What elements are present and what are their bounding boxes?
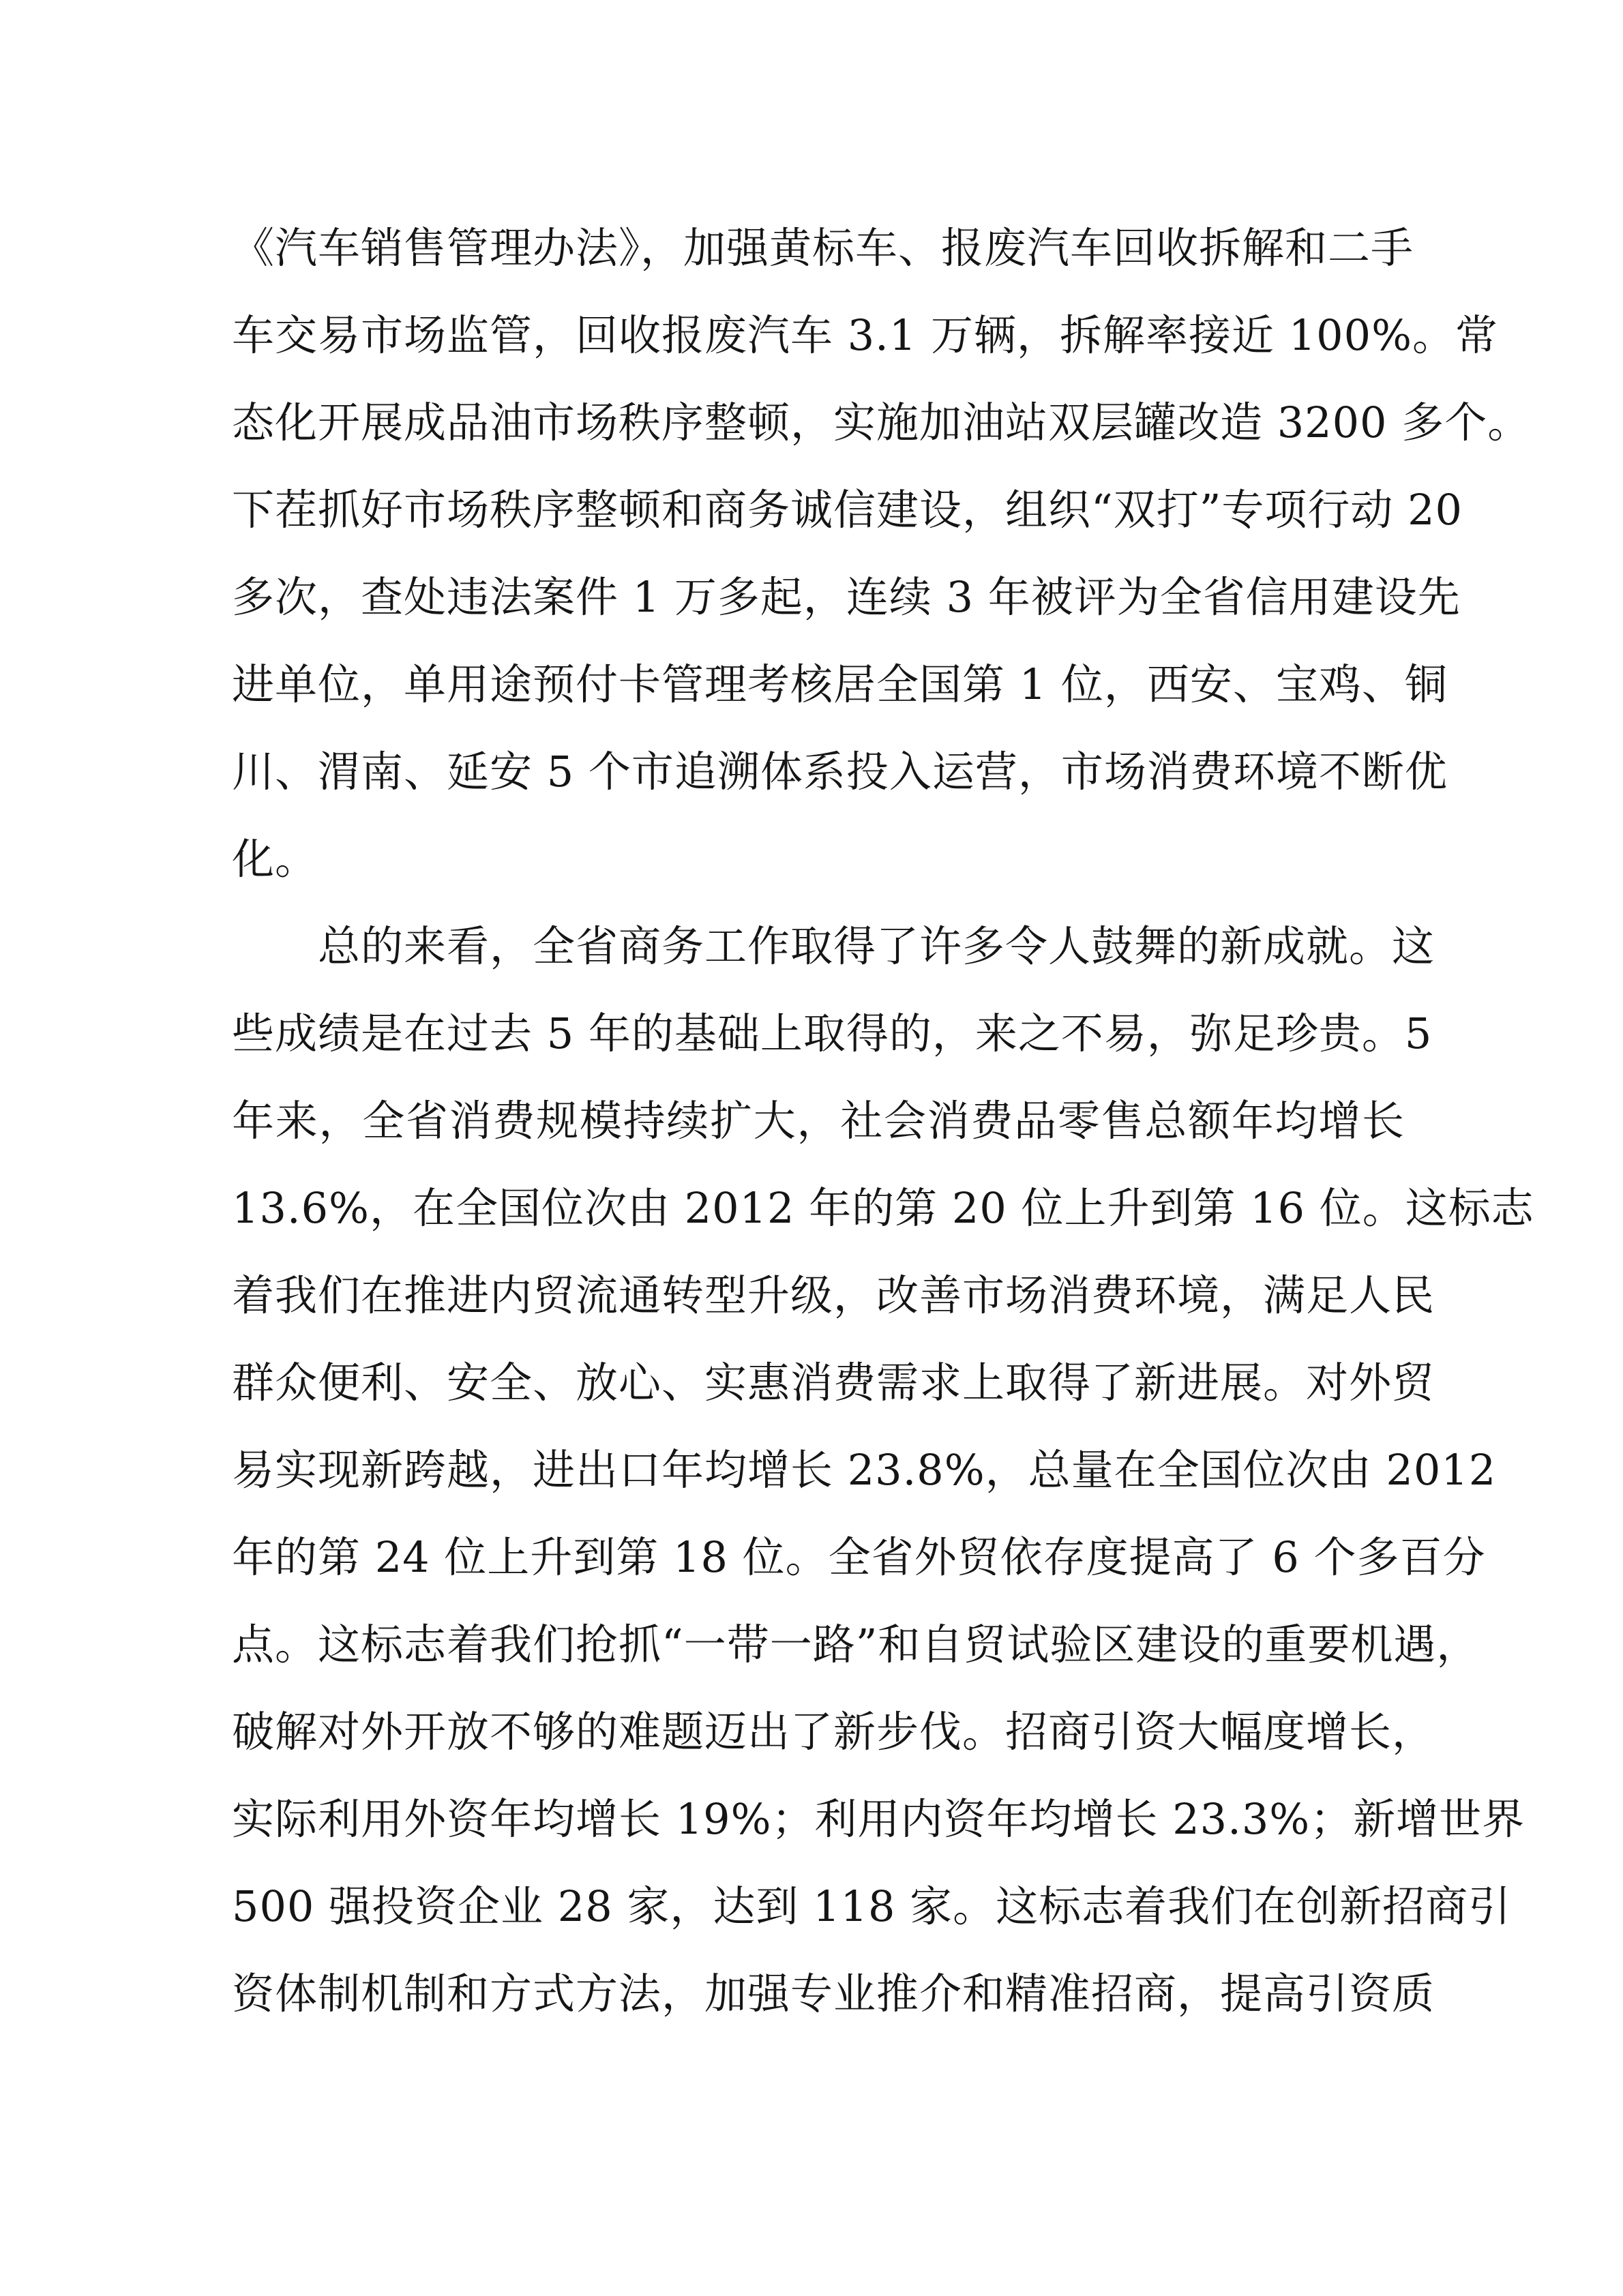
text-line: 13.6%，在全国位次由 2012 年的第 20 位上升到第 16 位。这标志 bbox=[232, 1183, 1534, 1233]
text-line: 些成绩是在过去 5 年的基础上取得的，来之不易，弥足珍贵。5 bbox=[232, 1009, 1433, 1058]
text-line: 车交易市场监管，回收报废汽车 3.1 万辆，拆解率接近 100%。常 bbox=[232, 310, 1498, 360]
text-line: 实际利用外资年均增长 19%；利用内资年均增长 23.3%；新增世界 bbox=[232, 1794, 1525, 1844]
text-line: 态化开展成品油市场秩序整顿，实施加油站双层罐改造 3200 多个。 bbox=[232, 398, 1531, 447]
text-line: 破解对外开放不够的难题迈出了新步伐。招商引资大幅度增长， bbox=[232, 1707, 1435, 1757]
text-line: 川、渭南、延安 5 个市追溯体系投入运营，市场消费环境不断优 bbox=[232, 747, 1448, 796]
text-line: 着我们在推进内贸流通转型升级，改善市场消费环境，满足人民 bbox=[232, 1270, 1435, 1320]
text-line: 《汽车销售管理办法》，加强黄标车、报废汽车回收拆解和二手 bbox=[232, 223, 1414, 273]
paragraph-first-line: 总的来看，全省商务工作取得了许多令人鼓舞的新成就。这 bbox=[318, 921, 1435, 971]
text-line: 易实现新跨越，进出口年均增长 23.8%，总量在全国位次由 2012 bbox=[232, 1445, 1497, 1495]
text-line: 资体制机制和方式方法，加强专业推介和精准招商，提高引资质 bbox=[232, 1969, 1435, 2018]
text-line: 进单位，单用途预付卡管理考核居全国第 1 位，西安、宝鸡、铜 bbox=[232, 659, 1448, 709]
text-line: 年来，全省消费规模持续扩大，社会消费品零售总额年均增长 bbox=[232, 1096, 1405, 1146]
document-body bbox=[232, 205, 1534, 2038]
text-line: 化。 bbox=[232, 834, 318, 884]
text-line: 点。这标志着我们抢抓“一带一路”和自贸试验区建设的重要机遇， bbox=[232, 1620, 1480, 1669]
text-line: 群众便利、安全、放心、实惠消费需求上取得了新进展。对外贸 bbox=[232, 1358, 1435, 1407]
text-line: 年的第 24 位上升到第 18 位。全省外贸依存度提高了 6 个多百分 bbox=[232, 1532, 1486, 1582]
text-line: 多次，查处违法案件 1 万多起，连续 3 年被评为全省信用建设先 bbox=[232, 572, 1461, 622]
text-line: 500 强投资企业 28 家，达到 118 家。这标志着我们在创新招商引 bbox=[232, 1881, 1512, 1931]
text-line: 下茬抓好市场秩序整顿和商务诚信建设，组织“双打”专项行动 20 bbox=[232, 485, 1463, 535]
